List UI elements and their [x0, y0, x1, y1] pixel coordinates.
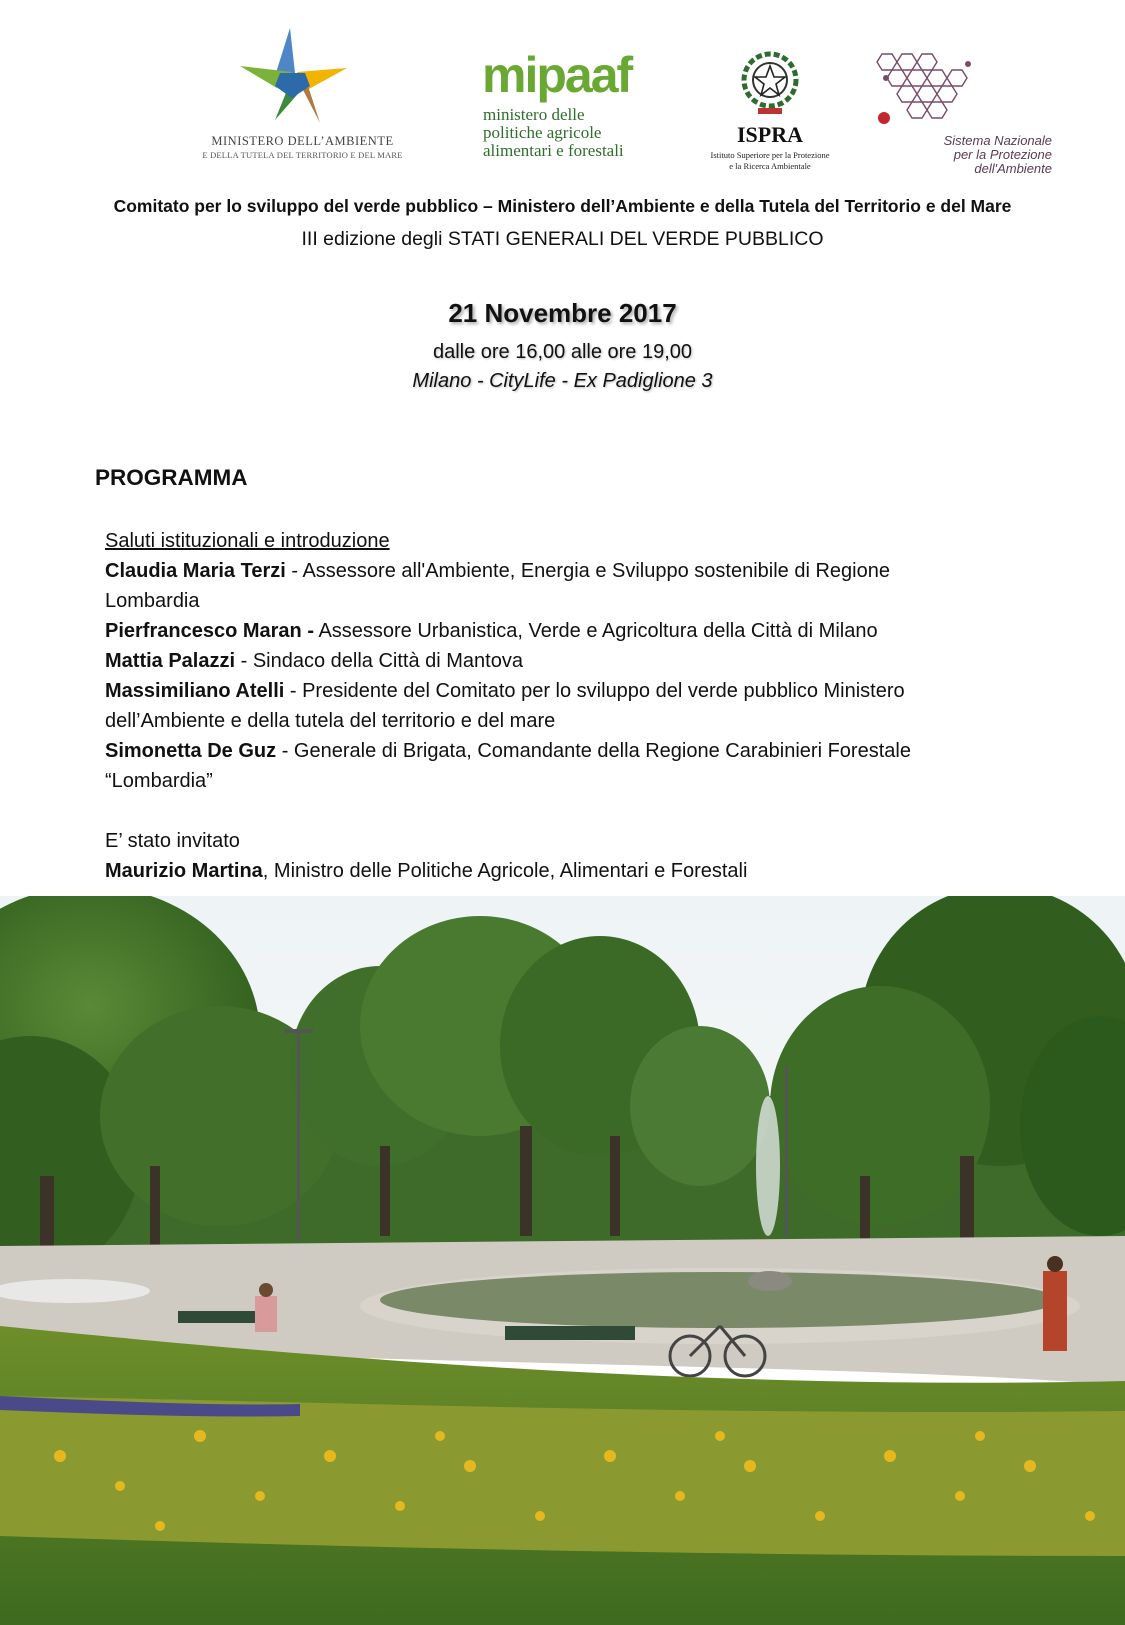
programme-list [105, 526, 1065, 886]
speaker-name: Pierfrancesco Maran - [105, 620, 314, 642]
event-date: 21 Novembre 2017 [448, 298, 677, 328]
event-place: Milano - CityLife - Ex Padiglione 3 [412, 370, 713, 392]
speaker-name: Claudia Maria Terzi [105, 560, 286, 582]
event-time: dalle ore 16,00 alle ore 19,00 [432, 341, 693, 363]
speaker-name: Mattia Palazzi [105, 650, 236, 672]
speaker-role-continued: “Lombardia” [105, 770, 213, 792]
mipaaf-line1: ministero delle [483, 105, 585, 124]
speaker-role: Assessore Urbanistica, Verde e Agricoltura della Città di Milano [313, 620, 878, 642]
committee-title: Comitato per lo sviluppo del verde pubblico – Ministero dell’Ambiente e della Tutela del Territorio e del Mare [113, 196, 1012, 216]
snpa-logo [872, 52, 1072, 176]
mipaaf-line3: alimentari e forestali [483, 141, 624, 160]
speaker-role: - Assessore all'Ambiente, Energia e Sviluppo sostenibile di Regione [285, 560, 890, 582]
speaker-entry [105, 556, 1065, 586]
speaker-role: - Generale di Brigata, Comandante della Regione Carabinieri Forestale [276, 740, 911, 762]
park-photo [0, 896, 1125, 1625]
mattm-name-line1: MINISTERO DELL’AMBIENTE [211, 134, 394, 148]
speaker-role: - Sindaco della Città di Mantova [235, 650, 523, 672]
snpa-line3: dell'Ambiente [974, 161, 1052, 176]
ispra-name: ISPRA [736, 122, 803, 147]
edition-title: III edizione degli STATI GENERALI DEL VERDE PUBBLICO [301, 228, 824, 250]
speaker-role: - Presidente del Comitato per lo sviluppo del verde pubblico Ministero [284, 680, 905, 702]
speaker-entry [105, 736, 1065, 766]
speaker-name: Massimiliano Atelli [105, 680, 285, 702]
hexagon-network-icon [872, 52, 992, 127]
ispra-line1: Istituto Superiore per la Protezione [710, 150, 830, 160]
spacer [105, 796, 1065, 826]
intro-heading: Saluti istituzionali e introduzione [105, 530, 390, 552]
speaker-entry [105, 646, 1065, 676]
speaker-entry [105, 676, 1065, 706]
speaker-role-continued: Lombardia [105, 590, 200, 612]
invited-role: , Ministro delle Politiche Agricole, Alimentari e Forestali [262, 860, 748, 882]
speaker-name: Simonetta De Guz [105, 740, 277, 762]
speaker-entry [105, 616, 1065, 646]
mipaaf-logo [478, 47, 653, 165]
invited-entry [105, 856, 1065, 886]
speaker-role-continued: dell’Ambiente e della tutela del territorio e del mare [105, 710, 556, 732]
ispra-logo [700, 50, 840, 170]
invited-name: Maurizio Martina [105, 860, 263, 882]
mattm-name-line2: E DELLA TUTELA DEL TERRITORIO E DEL MARE [202, 150, 403, 160]
mipaaf-line2: politiche agricole [483, 123, 602, 142]
ispra-line2: e la Ricerca Ambientale [729, 161, 811, 171]
snpa-line2: per la Protezione [953, 147, 1052, 162]
mipaaf-brand: mipaaf [482, 47, 632, 103]
invited-label: E’ stato invitato [105, 830, 240, 852]
star-logo-icon [195, 28, 410, 133]
republic-emblem-icon [700, 50, 840, 120]
snpa-line1: Sistema Nazionale [943, 133, 1052, 148]
ministero-ambiente-logo [195, 28, 410, 168]
programme-heading: PROGRAMMA [95, 465, 248, 490]
